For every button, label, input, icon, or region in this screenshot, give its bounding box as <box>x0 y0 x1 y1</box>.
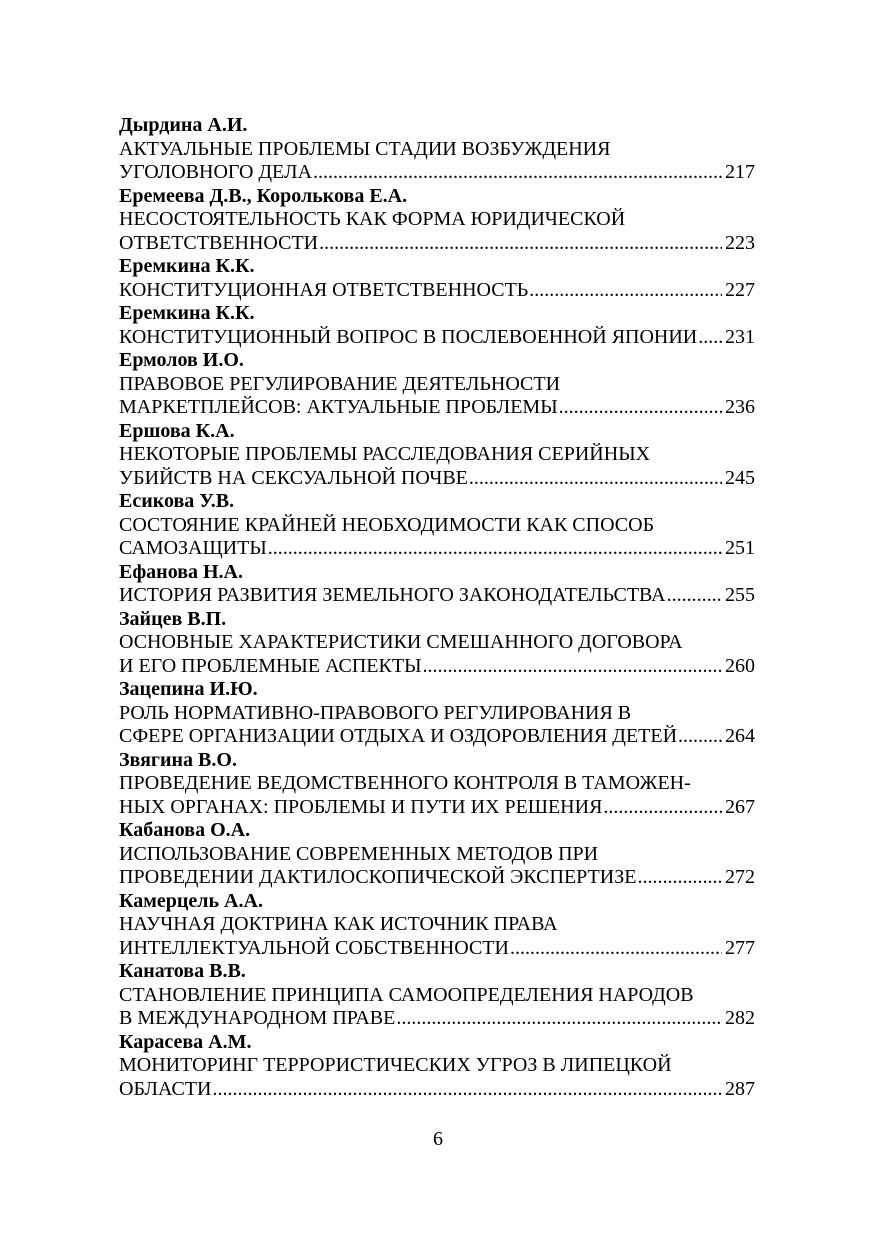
dot-leader <box>510 937 722 961</box>
toc-entry-author: Еремкина К.К. <box>119 255 255 277</box>
dot-leader <box>529 279 722 303</box>
toc-entry-title-line: СОСТОЯНИЕ КРАЙНЕЙ НЕОБХОДИМОСТИ КАК СПОСОБ <box>119 513 655 536</box>
toc-entry-page: 227 <box>725 278 755 301</box>
toc-entry-title-text: ПРОВЕДЕНИИ ДАКТИЛОСКОПИЧЕСКОЙ ЭКСПЕРТИЗЕ <box>119 866 637 888</box>
dot-leader <box>396 1007 722 1031</box>
dot-leader <box>268 537 722 561</box>
toc-entry-title-line: АКТУАЛЬНЫЕ ПРОБЛЕМЫ СТАДИИ ВОЗБУЖДЕНИЯ <box>119 137 611 160</box>
toc-entry <box>119 420 755 491</box>
toc-entry <box>119 749 755 820</box>
toc-entry <box>119 1031 755 1102</box>
dot-leader <box>698 326 722 350</box>
toc-entry-title-last-line <box>119 584 755 608</box>
toc-entry-page: 277 <box>725 936 755 959</box>
toc-entry-author: Ермолов И.О. <box>119 349 244 371</box>
toc-entry-title-last-line <box>119 937 755 961</box>
toc-entry-page: 287 <box>725 1077 755 1100</box>
toc-entry-title-last-line <box>119 725 755 749</box>
toc-entry-title-last-line <box>119 655 755 679</box>
toc-entry-title-text: УБИЙСТВ НА СЕКСУАЛЬНОЙ ПОЧВЕ <box>119 466 468 489</box>
dot-leader <box>678 725 722 749</box>
toc-entry-page: 255 <box>725 584 755 606</box>
toc-entry <box>119 185 755 256</box>
toc-entry-title-line: РОЛЬ НОРМАТИВНО-ПРАВОВОГО РЕГУЛИРОВАНИЯ В <box>119 701 632 724</box>
toc-entry-title-last-line <box>119 1078 755 1102</box>
toc-entry <box>119 890 755 961</box>
toc-entry-title-last-line <box>119 537 755 561</box>
toc-entry-title-text: МАРКЕТПЛЕЙСОВ: АКТУАЛЬНЫЕ ПРОБЛЕМЫ <box>119 396 558 418</box>
toc-entry-page: 217 <box>725 161 755 183</box>
toc-entry-title-last-line <box>119 161 755 185</box>
toc-entry-author: Канатова В.В. <box>119 960 246 982</box>
toc-entry <box>119 608 755 679</box>
toc-entry-title-last-line <box>119 866 755 890</box>
toc-entry <box>119 678 755 749</box>
toc-entry <box>119 114 755 185</box>
toc-entry-page: 260 <box>725 654 755 677</box>
toc-entry-title-text: В МЕЖДУНАРОДНОМ ПРАВЕ <box>119 1007 396 1029</box>
toc-entry-author: Ершова К.А. <box>119 419 235 442</box>
dot-leader <box>469 467 722 491</box>
toc-entry-title-last-line <box>119 232 755 256</box>
table-of-contents <box>119 114 755 1101</box>
toc-entry <box>119 490 755 561</box>
dot-leader <box>637 866 722 890</box>
toc-entry-title-last-line <box>119 1007 755 1031</box>
toc-entry-title-text: КОНСТИТУЦИОННАЯ ОТВЕТСТВЕННОСТЬ <box>119 278 529 301</box>
toc-entry-author: Ефанова Н.А. <box>119 560 244 583</box>
toc-entry-page: 236 <box>725 396 755 418</box>
toc-entry-title-line: НЕСОСТОЯТЕЛЬНОСТЬ КАК ФОРМА ЮРИДИЧЕСКОЙ <box>119 208 626 230</box>
toc-entry-page: 272 <box>725 866 755 888</box>
dot-leader <box>667 584 722 608</box>
toc-entry-title-text: НЫХ ОРГАНАХ: ПРОБЛЕМЫ И ПУТИ ИХ РЕШЕНИЯ <box>119 795 603 818</box>
toc-entry-author: Дырдина А.И. <box>119 114 248 136</box>
toc-entry-title-line: СТАНОВЛЕНИЕ ПРИНЦИПА САМООПРЕДЕЛЕНИЯ НАРОДОВ <box>119 983 694 1006</box>
toc-entry-title-last-line <box>119 279 755 303</box>
toc-entry-title-text: ОТВЕТСТВЕННОСТИ <box>119 231 319 254</box>
toc-entry-title-line: НЕКОТОРЫЕ ПРОБЛЕМЫ РАССЛЕДОВАНИЯ СЕРИЙНЫХ <box>119 443 651 465</box>
toc-entry-page: 282 <box>725 1007 755 1029</box>
toc-entry-author: Еремеева Д.В., Королькова Е.А. <box>119 184 408 207</box>
toc-entry <box>119 349 755 420</box>
toc-entry-title-last-line <box>119 467 755 491</box>
toc-entry-title-text: КОНСТИТУЦИОННЫЙ ВОПРОС В ПОСЛЕВОЕННОЙ ЯПОНИИ <box>119 325 698 348</box>
toc-entry-title-text: УГОЛОВНОГО ДЕЛА <box>119 161 313 183</box>
toc-entry-page: 264 <box>725 725 755 747</box>
toc-entry-title-text: САМОЗАЩИТЫ <box>119 537 267 559</box>
toc-entry-title-text: ИНТЕЛЛЕКТУАЛЬНОЙ СОБСТВЕННОСТИ <box>119 936 509 959</box>
dot-leader <box>319 232 722 256</box>
toc-entry-title-last-line <box>119 796 755 820</box>
toc-entry-author: Карасева А.М. <box>119 1030 252 1053</box>
toc-entry-title-line: ПРОВЕДЕНИЕ ВЕДОМСТВЕННОГО КОНТРОЛЯ В ТАМОЖЕН- <box>119 772 691 794</box>
toc-entry-author: Камерцель А.А. <box>119 889 263 912</box>
toc-entry <box>119 561 755 608</box>
toc-entry-title-text: ОБЛАСТИ <box>119 1077 212 1100</box>
dot-leader <box>423 655 722 679</box>
toc-entry <box>119 255 755 302</box>
toc-entry-author: Еремкина К.К. <box>119 302 255 324</box>
toc-entry <box>119 960 755 1031</box>
toc-entry-page: 245 <box>725 466 755 489</box>
toc-entry-title-line: ОСНОВНЫЕ ХАРАКТЕРИСТИКИ СМЕШАННОГО ДОГОВОРА <box>119 631 683 653</box>
toc-entry-author: Зайцев В.П. <box>119 607 227 630</box>
dot-leader <box>212 1078 722 1102</box>
toc-entry-title-last-line <box>119 396 755 420</box>
toc-entry-title-line: ИСПОЛЬЗОВАНИЕ СОВРЕМЕННЫХ МЕТОДОВ ПРИ <box>119 842 599 865</box>
toc-entry-title-line: МОНИТОРИНГ ТЕРРОРИСТИЧЕСКИХ УГРОЗ В ЛИПЕЦКОЙ <box>119 1054 672 1076</box>
toc-entry <box>119 819 755 890</box>
toc-entry-title-text: СФЕРЕ ОРГАНИЗАЦИИ ОТДЫХА И ОЗДОРОВЛЕНИЯ ДЕТЕЙ <box>119 725 678 747</box>
toc-entry-page: 267 <box>725 795 755 818</box>
toc-entry-author: Зацепина И.Ю. <box>119 678 258 700</box>
dot-leader <box>313 161 722 185</box>
toc-entry-author: Звягина В.О. <box>119 748 237 771</box>
toc-entry-page: 231 <box>725 325 755 348</box>
page-number: 6 <box>433 1128 443 1150</box>
toc-entry-title-last-line <box>119 326 755 350</box>
toc-entry-title-line: ПРАВОВОЕ РЕГУЛИРОВАНИЕ ДЕЯТЕЛЬНОСТИ <box>119 372 561 395</box>
toc-entry-page: 251 <box>725 537 755 559</box>
toc-entry-page: 223 <box>725 231 755 254</box>
toc-entry-title-line: НАУЧНАЯ ДОКТРИНА КАК ИСТОЧНИК ПРАВА <box>119 913 558 935</box>
toc-entry-title-text: ИСТОРИЯ РАЗВИТИЯ ЗЕМЕЛЬНОГО ЗАКОНОДАТЕЛЬСТВА <box>119 584 666 606</box>
dot-leader <box>559 396 722 420</box>
toc-entry-author: Есикова У.В. <box>119 490 235 512</box>
toc-entry-author: Кабанова О.А. <box>119 819 251 841</box>
dot-leader <box>603 796 722 820</box>
toc-entry-title-text: И ЕГО ПРОБЛЕМНЫЕ АСПЕКТЫ <box>119 654 422 677</box>
toc-entry <box>119 302 755 349</box>
